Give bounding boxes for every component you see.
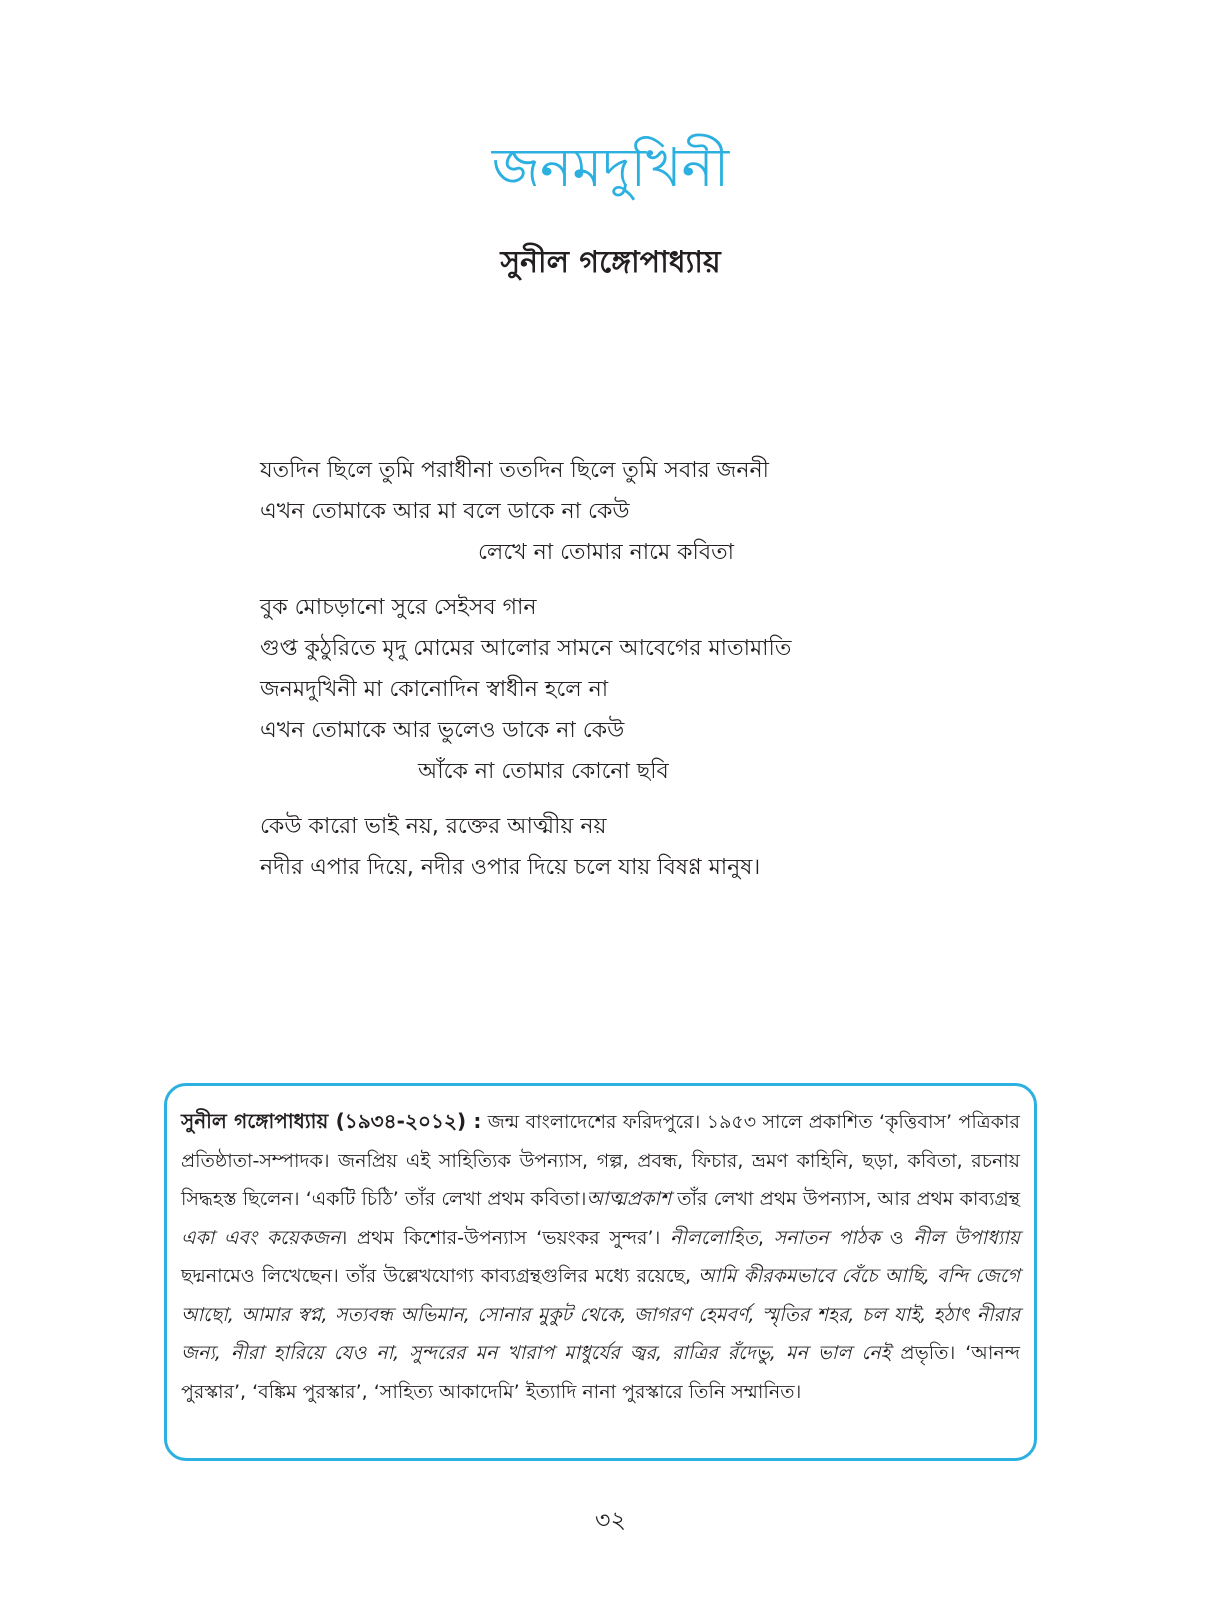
bio-book-list: আমি কীরকমভাবে বেঁচে আছি, বন্দি জেগে আছো, আমার স্বপ্ন, সত্যবন্ধ অভিমান, সোনার মুকুট থেকে, জাগরণ হেমবর্ণ, স্মৃতির শহর, চল যাই, হঠাৎ নীরার জন্য, নীরা হারিয়ে যেও না, সুন্দরের মন খারাপ মাধুর্যের জ্বর, রাত্রির রঁদেভু, মন ভাল নেই [181,1265,1020,1364]
poem-line: কেউ কারো ভাই নয়, রক্তের আত্মীয় নয় [260,814,607,839]
poem-line: নদীর এপার দিয়ে, নদীর ওপার দিয়ে চলে যায় বিষণ্ণ মানুষ। [260,855,761,880]
bio-text: জন্ম বাংলাদেশের ফরিদপুরে। ১৯৫৩ সালে প্রকাশিত ‘কৃত্তিবাস’ পত্রিকার প্রতিষ্ঠাতা-সম্পাদক। জনপ্রিয় এই সাহিত্যিক উপন্যাস, গল্প, প্রবন্ধ, ফিচার, ভ্রমণ কাহিনি, ছড়া, কবিতা, রচনায় সিদ্ধহস্ত ছিলেন। ‘একটি চিঠি’ তাঁর লেখা প্রথম কবিতা। [181,1111,1020,1210]
bio-heading: সুনীল গঙ্গোপাধ্যায় (১৯৩৪-২০১২) : [181,1109,482,1133]
poem [260,450,960,902]
bio-text: ও [880,1226,914,1249]
bio-book-title: একা এবং কয়েকজন [181,1226,341,1249]
poem-line: এখন তোমাকে আর ভুলেও ডাকে না কেউ [260,718,625,743]
author-bio-box [164,1083,1037,1461]
poem-line: লেখে না তোমার নামে কবিতা [478,540,734,565]
poem-stanza-1 [260,450,960,573]
bio-pen-name: নীললোহিত [669,1226,758,1249]
poem-stanza-2 [260,587,960,792]
bio-pen-name: সনাতন পাঠক [773,1226,881,1249]
poem-stanza-3 [260,806,960,888]
bio-text: প্রভৃতি। ‘আনন্দ পুরস্কার’, ‘বঙ্কিম পুরস্কার’, ‘সাহিত্য আকাদেমি’ ইত্যাদি নানা পুরস্কারে তিনি সম্মানিত। [181,1342,1020,1403]
bio-book-title: আত্মপ্রকাশ [586,1188,672,1210]
poem-line: গুপ্ত কুঠুরিতে মৃদু মোমের আলোর সামনে আবেগের মাতামাতি [260,636,792,661]
poem-line: জনমদুখিনী মা কোনোদিন স্বাধীন হলে না [260,677,609,702]
poem-line: আঁকে না তোমার কোনো ছবি [418,759,669,784]
page-number: ৩২ [594,1506,627,1534]
poem-line: এখন তোমাকে আর মা বলে ডাকে না কেউ [260,499,630,524]
poem-line: বুক মোচড়ানো সুরে সেইসব গান [260,595,537,620]
bio-pen-name: নীল উপাধ্যায় [913,1226,1020,1249]
poem-line: যতদিন ছিলে তুমি পরাধীনা ততদিন ছিলে তুমি সবার জননী [260,458,769,483]
bio-text: তাঁর লেখা প্রথম উপন্যাস, আর প্রথম কাব্যগ্রন্থ [671,1188,1020,1210]
bio-text: । প্রথম কিশোর-উপন্যাস ‘ভয়ংকর সুন্দর’। [340,1226,670,1249]
page-title: জনমদুখিনী [491,136,730,199]
bio-text: , [757,1226,774,1249]
author-name: সুনীল গঙ্গোপাধ্যায় [500,245,721,280]
bio-text: ছদ্মনামেও লিখেছেন। তাঁর উল্লেখযোগ্য কাব্যগ্রন্থগুলির মধ্যে রয়েছে, [181,1265,699,1287]
